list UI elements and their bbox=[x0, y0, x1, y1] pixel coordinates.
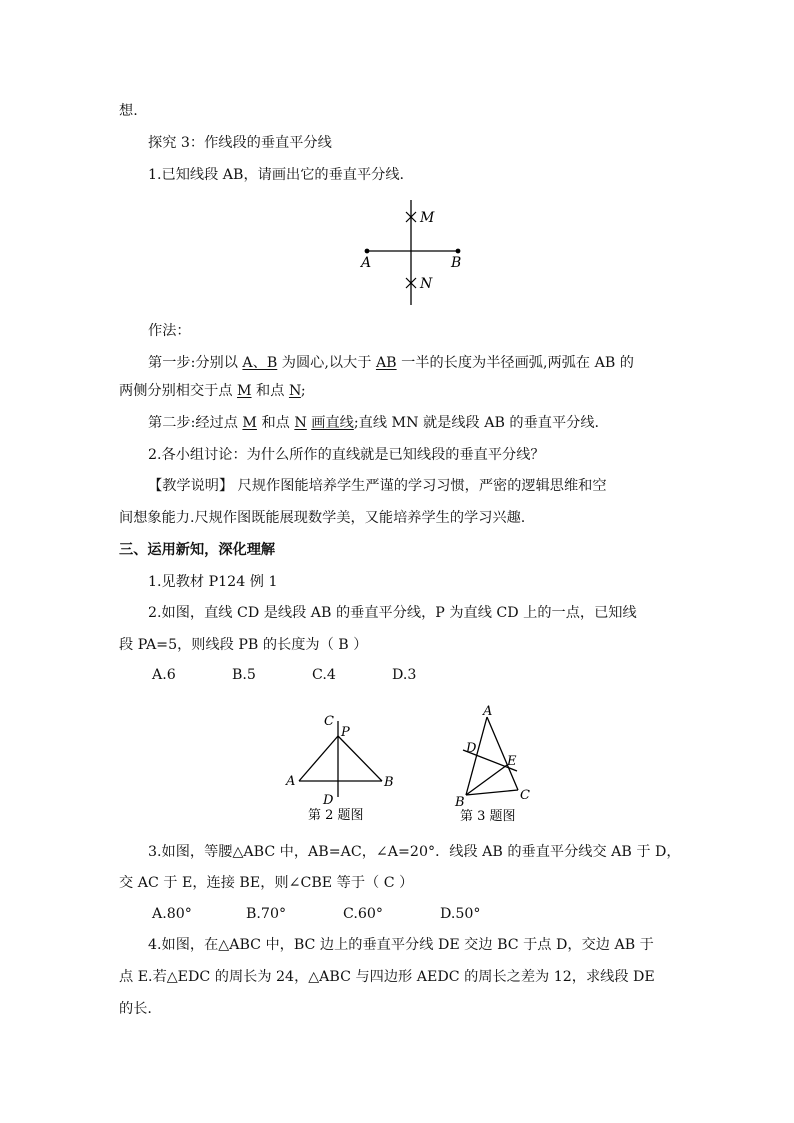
exercise-4-line-3: 的长. bbox=[119, 1001, 152, 1017]
figure-perpendicular-bisector bbox=[355, 195, 475, 310]
label-d: D bbox=[323, 793, 334, 808]
figure-problem-3 bbox=[450, 700, 560, 832]
step-2-text-c: 和点 bbox=[256, 415, 295, 431]
point-a bbox=[365, 249, 370, 254]
step-1-text-h: ; bbox=[300, 383, 306, 399]
point-b bbox=[456, 249, 461, 254]
step-2-point-m: M bbox=[242, 415, 257, 431]
exercise-3-option-a: A.80° bbox=[152, 906, 192, 922]
label-c: C bbox=[520, 788, 530, 803]
step-1-points-ab: A、B bbox=[242, 355, 278, 371]
exercise-1: 1.见教材 P124 例 1 bbox=[148, 574, 278, 590]
segment-be bbox=[466, 765, 507, 795]
segment-pa bbox=[299, 736, 338, 781]
step-1-line-2 bbox=[119, 381, 306, 401]
step-2-text-g: ;直线 MN 就是线段 AB 的垂直平分线. bbox=[353, 415, 600, 431]
step-2-line bbox=[148, 413, 599, 433]
segment-pb bbox=[338, 736, 382, 781]
side-bc bbox=[466, 790, 518, 795]
step-1-text-a: 第一步:分别以 bbox=[148, 355, 243, 371]
label-a: A bbox=[483, 704, 493, 719]
step-1-point-m: M bbox=[237, 383, 252, 399]
step-1-text-g: 和点 bbox=[251, 383, 289, 399]
teaching-note-line-2: 间想象能力.尺规作图既能展现数学美，又能培养学生的学习兴趣. bbox=[119, 510, 526, 526]
side-ab bbox=[466, 717, 487, 795]
teaching-note-line-1: 【教学说明】 尺规作图能培养学生严谨的学习习惯，严密的逻辑思维和空 bbox=[148, 478, 607, 494]
label-c: C bbox=[324, 714, 334, 729]
label-a: A bbox=[286, 774, 296, 789]
step-2-draw-line: 画直线 bbox=[311, 415, 354, 431]
exercise-2-option-d: D.3 bbox=[392, 667, 417, 683]
step-1-line-1 bbox=[148, 353, 634, 373]
label-b: B bbox=[451, 255, 462, 271]
exercise-4-line-2: 点 E.若△EDC 的周长为 24，△ABC 与四边形 AEDC 的周长之差为 12，求线段 DE bbox=[119, 969, 655, 985]
exercise-2-option-b: B.5 bbox=[232, 667, 256, 683]
exercise-4-line-1: 4.如图，在△ABC 中，BC 边上的垂直平分线 DE 交边 BC 于点 D，交边 AB 于 bbox=[148, 937, 654, 953]
section-heading-explore-3: 探究 3：作线段的垂直平分线 bbox=[148, 135, 332, 151]
step-1-point-n: N bbox=[288, 383, 301, 399]
step-1-text-f: 两侧分别相交于点 bbox=[119, 383, 238, 399]
figure-2-caption: 第 2 题图 bbox=[308, 808, 364, 823]
task-1: 1.已知线段 AB，请画出它的垂直平分线. bbox=[148, 167, 405, 183]
exercise-3-option-c: C.60° bbox=[343, 906, 384, 922]
label-a: A bbox=[361, 255, 372, 271]
task-2-discussion: 2.各小组讨论：为什么所作的直线就是已知线段的垂直平分线？ bbox=[148, 447, 545, 463]
step-2-text-a: 第二步:经过点 bbox=[148, 415, 243, 431]
exercise-2-line-1: 2.如图，直线 CD 是线段 AB 的垂直平分线，P 为直线 CD 上的一点，已知线 bbox=[148, 605, 637, 621]
text-line-1: 想. bbox=[119, 103, 138, 119]
exercise-2-option-c: C.4 bbox=[312, 667, 336, 683]
step-1-text-c: 为圆心,以大于 bbox=[277, 355, 376, 371]
exercise-2-line-2: 段 PA=5，则线段 PB 的长度为（ B ） bbox=[119, 637, 368, 653]
step-1-segment-ab: AB bbox=[375, 355, 397, 371]
figure-3-caption: 第 3 题图 bbox=[460, 809, 516, 824]
section-heading-3: 三、运用新知，深化理解 bbox=[119, 542, 276, 558]
step-1-text-e: 一半的长度为半径画弧,两弧在 AB 的 bbox=[396, 355, 634, 371]
exercise-2-option-a: A.6 bbox=[152, 667, 176, 683]
label-n: N bbox=[420, 276, 433, 292]
exercise-3-option-b: B.70° bbox=[246, 906, 287, 922]
figure-problem-2 bbox=[280, 705, 420, 833]
label-m: M bbox=[420, 210, 435, 226]
exercise-3-line-1: 3.如图，等腰△ABC 中，AB=AC，∠A=20°．线段 AB 的垂直平分线交 AB 于 D， bbox=[148, 844, 681, 860]
label-e: E bbox=[507, 754, 517, 769]
label-d: D bbox=[466, 741, 477, 756]
label-p: P bbox=[341, 725, 350, 740]
method-heading: 作法： bbox=[148, 323, 191, 339]
label-b: B bbox=[384, 775, 394, 790]
exercise-3-line-2: 交 AC 于 E，连接 BE，则∠CBE 等于（ C ） bbox=[119, 875, 414, 891]
label-b: B bbox=[455, 795, 465, 810]
step-2-point-n: N bbox=[294, 415, 307, 431]
exercise-3-option-d: D.50° bbox=[440, 906, 481, 922]
